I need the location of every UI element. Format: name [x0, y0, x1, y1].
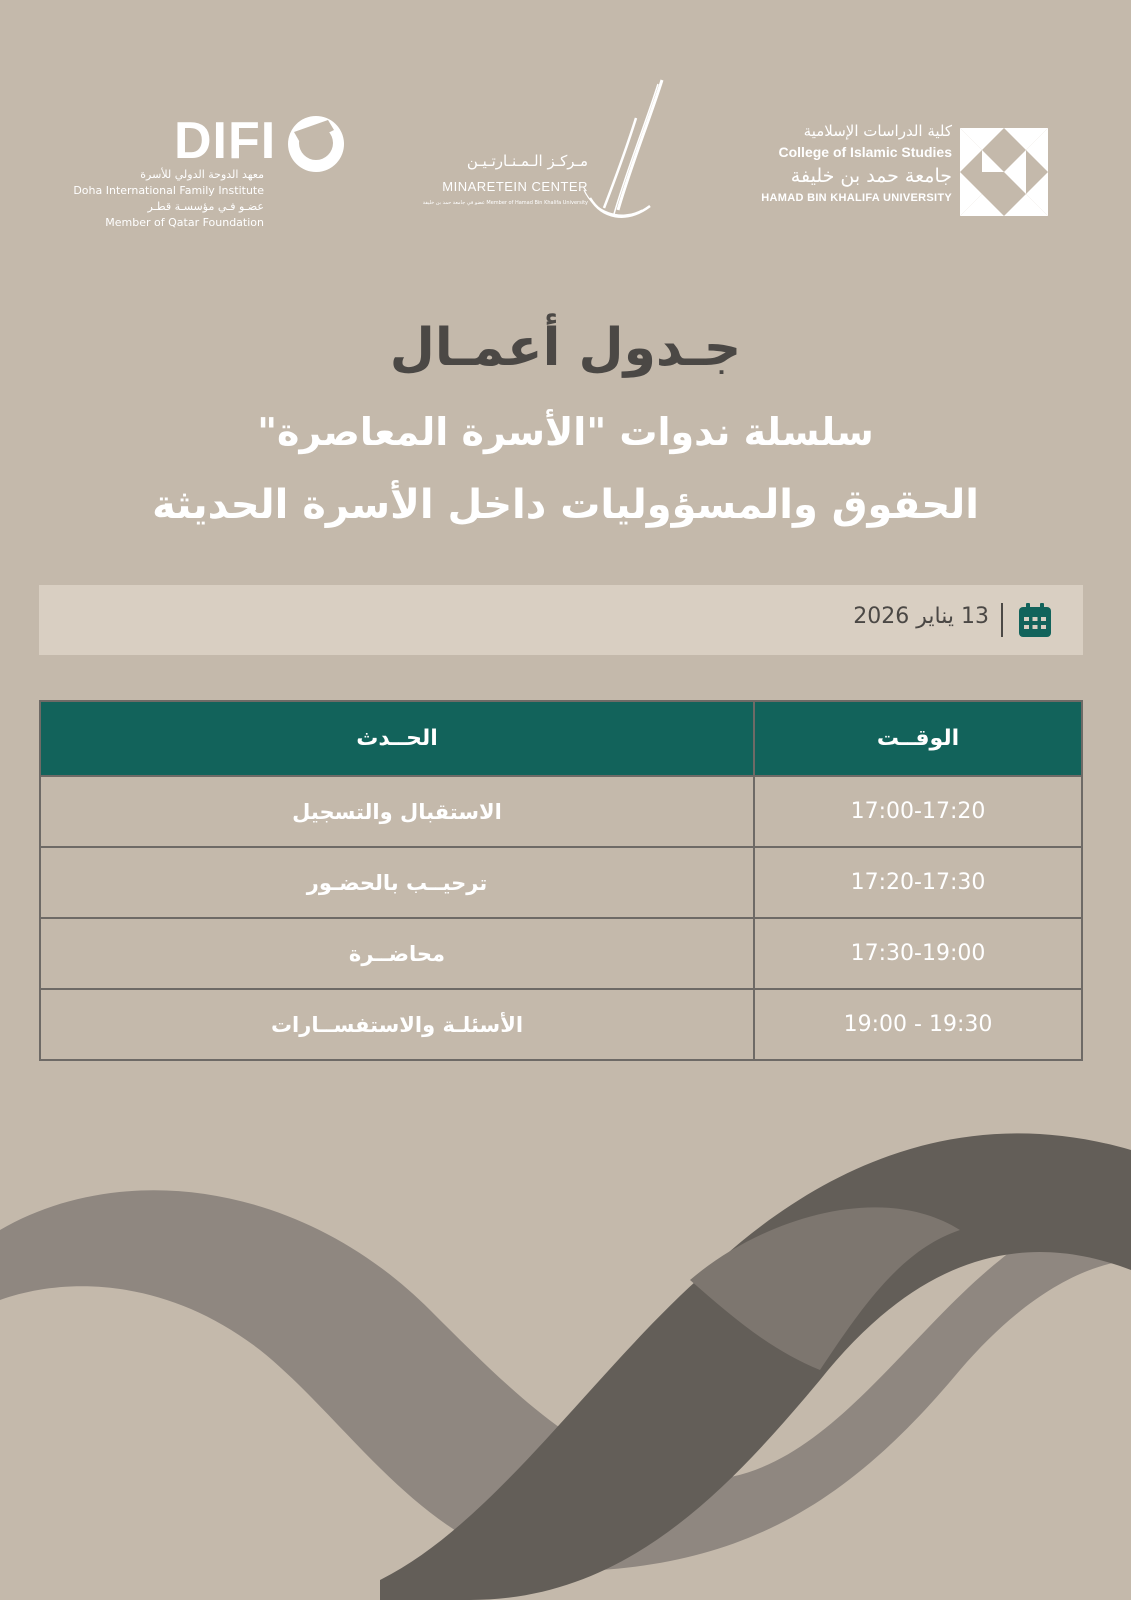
row-time: 17:00-17:20: [754, 776, 1082, 847]
minaretein-calligraphy-icon: [580, 78, 680, 228]
row-time: 17:30-19:00: [754, 918, 1082, 989]
date-divider: [1001, 603, 1003, 637]
row-time: 17:20-17:30: [754, 847, 1082, 918]
hbku-name-ar: جامعة حمد بن خليفة: [790, 165, 952, 187]
agenda-title: جـدول أعمـال: [389, 318, 742, 378]
minaretein-logo: [422, 78, 680, 228]
series-title: سلسلة ندوات "الأسرة المعاصرة": [257, 410, 874, 454]
row-event: محاضــرة: [40, 918, 754, 989]
schedule-row: [40, 918, 1082, 989]
difi-logo: [73, 112, 360, 230]
date-bar: [39, 585, 1083, 655]
minaretein-name-ar: مـركـز الـمـنـارتـيـن: [466, 152, 588, 170]
hbku-name-en: HAMAD BIN KHALIFA UNIVERSITY: [761, 192, 952, 204]
row-event: الأسئلـة والاستفســارات: [40, 989, 754, 1060]
difi-member-ar: عضـو فـي مؤسسـة قطـر: [147, 200, 264, 213]
cis-geometric-icon: [960, 128, 1048, 216]
row-event: الاستقبال والتسجيل: [40, 776, 754, 847]
schedule-table: [39, 700, 1083, 1061]
topic-title: الحقوق والمسؤوليات داخل الأسرة الحديثة: [152, 482, 979, 528]
difi-member-en: Member of Qatar Foundation: [105, 216, 264, 229]
cis-logo: [748, 120, 1048, 226]
header-event: الحــدث: [40, 701, 754, 776]
difi-ring-icon: [284, 112, 348, 174]
schedule-header-row: [40, 701, 1082, 776]
schedule-row: [40, 776, 1082, 847]
event-date: 13 يناير 2026: [853, 604, 989, 629]
decorative-waves: [0, 1100, 1131, 1600]
schedule-row: [40, 847, 1082, 918]
minaretein-member-text: عضو في جامعة حمد بن خليفة Member of Hamad Bin Khalifa University: [422, 200, 588, 206]
cis-name-ar: كلية الدراسات الإسلامية: [803, 122, 952, 140]
difi-wordmark: DIFI: [174, 112, 277, 170]
schedule-row: [40, 989, 1082, 1060]
calendar-icon: [1019, 603, 1051, 637]
cis-name-en: College of Islamic Studies: [778, 144, 952, 160]
row-time: 19:00 - 19:30: [754, 989, 1082, 1060]
minaretein-name-en: MINARETEIN CENTER: [442, 179, 588, 194]
header-time: الوقــت: [754, 701, 1082, 776]
difi-name-ar: معهد الدوحة الدولي للأسرة: [140, 168, 264, 181]
difi-name-en: Doha International Family Institute: [73, 184, 264, 197]
row-event: ترحيــب بالحضـور: [40, 847, 754, 918]
